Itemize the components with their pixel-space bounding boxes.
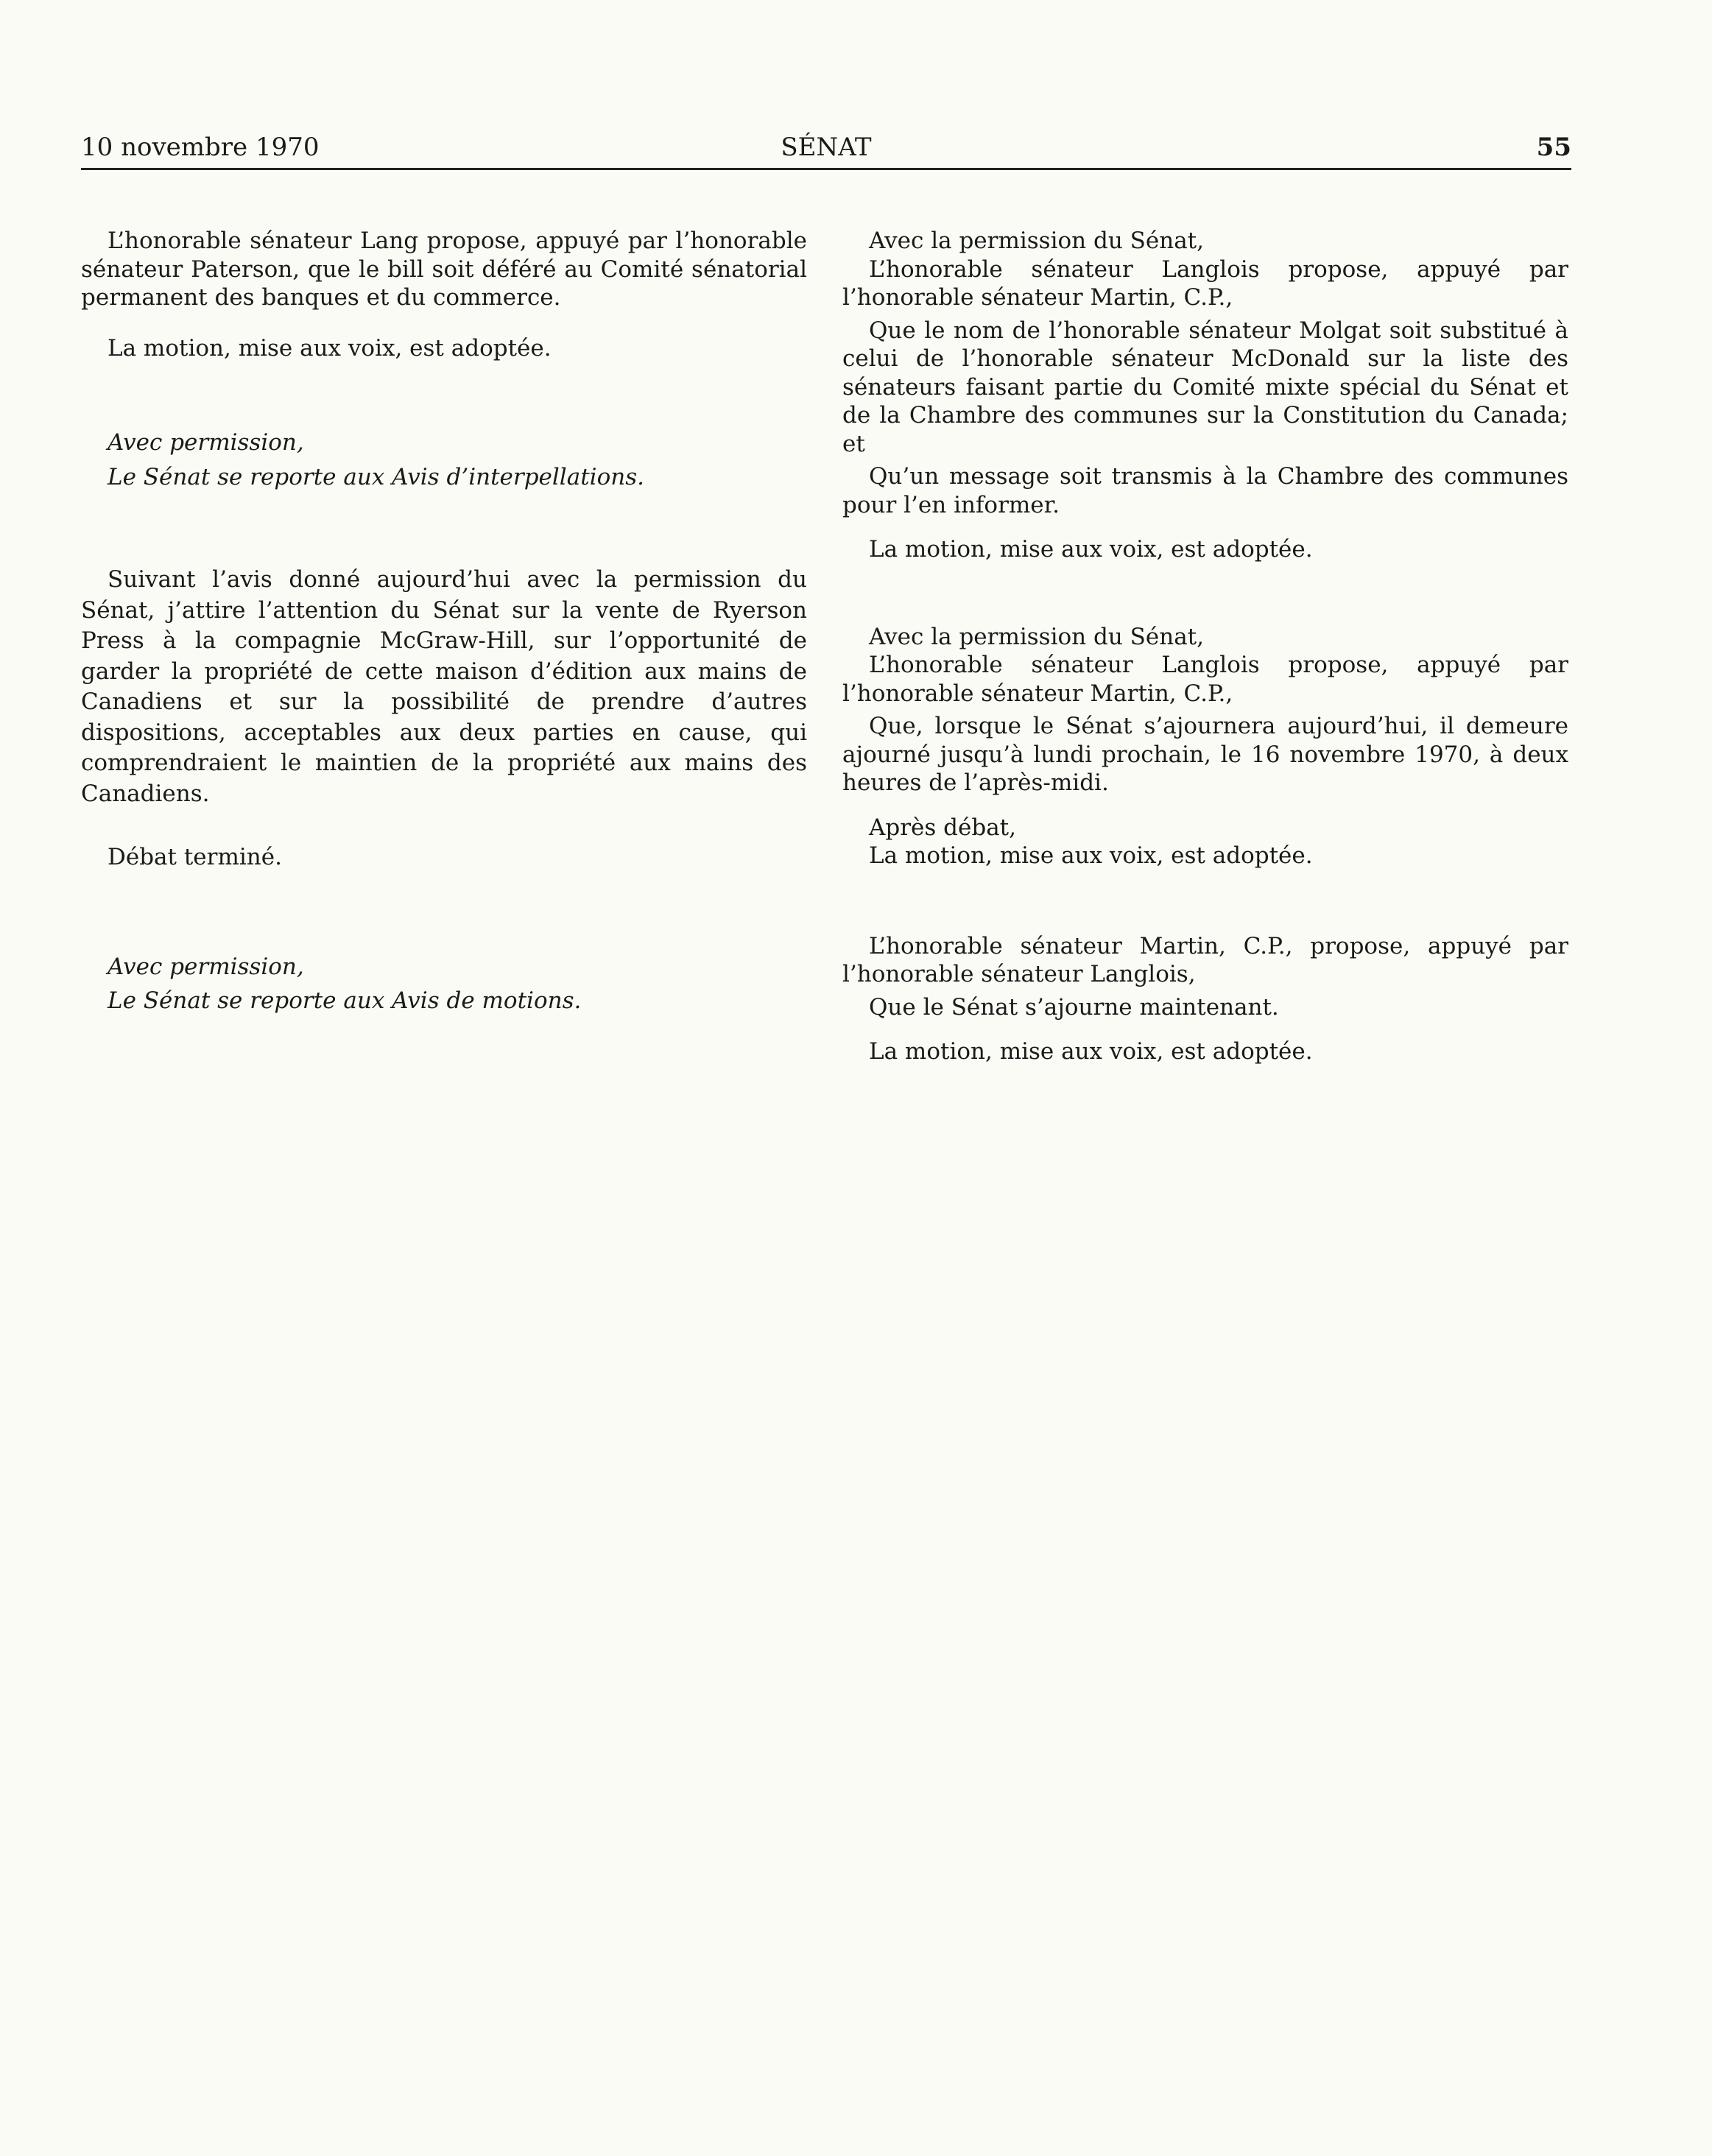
paragraph-motion-adopted: La motion, mise aux voix, est adoptée.: [869, 536, 1313, 563]
left-column: [81, 227, 807, 1015]
paragraph-debat-termine: Débat terminé.: [108, 844, 282, 870]
paragraph-motion-adopted: La motion, mise aux voix, est adoptée.: [108, 334, 552, 362]
paragraph-avis-interpellations: Le Sénat se reporte aux Avis d’interpellations.: [108, 463, 644, 490]
paragraph-avec-permission-2: Avec permission,: [108, 953, 304, 980]
paragraph-lang-motion: L’honorable sénateur Lang propose, appuyé par l’honorable sénateur Paterson, que le bill soit déféré au Comité sénatorial permanent des banques et du commerce.: [81, 228, 807, 311]
page-header: [81, 131, 1571, 170]
paragraph-ryerson-press: Suivant l’avis donné aujourd’hui avec la permission du Sénat, j’attire l’attention du Sénat sur la vente de Ryerson Press à la compagnie McGraw-Hill, sur l’opportunité de garder la propriété de cette maison d’édition aux mains de Canadiens et sur la possibilité de prendre d’autres dispositions, acceptables aux deux parties en cause, qui comprendraient le maintien de la propriété aux mains des Canadiens.: [81, 566, 807, 807]
paragraph-motion-adopted-3: La motion, mise aux voix, est adoptée.: [869, 1038, 1313, 1065]
paragraph-avec-permission: Avec permission,: [108, 429, 304, 456]
right-column: [842, 227, 1568, 1066]
paragraph-molgat-substitution: Que le nom de l’honorable sénateur Molgat soit substitué à celui de l’honorable sénateur McDonald sur la liste des sénateurs faisant partie du Comité mixte spécial du Sénat et de la Chambre des communes sur la Constitution du Canada; et: [842, 317, 1568, 457]
paragraph-avec-la-permission-2: Avec la permission du Sénat,: [869, 623, 1204, 650]
paragraph-martin-motion: L’honorable sénateur Martin, C.P., propose, appuyé par l’honorable sénateur Langlois,: [842, 932, 1568, 987]
page-number: 55: [1536, 133, 1571, 162]
paragraph-avec-la-permission: Avec la permission du Sénat,: [869, 228, 1204, 254]
paragraph-langlois-motion-2: L’honorable sénateur Langlois propose, appuyé par l’honorable sénateur Martin, C.P.,: [842, 652, 1568, 707]
paragraph-adjourn-now: Que le Sénat s’ajourne maintenant.: [869, 993, 1279, 1021]
paragraph-apres-debat: Après débat,: [869, 814, 1016, 841]
page-title: SÉNAT: [781, 133, 872, 162]
paragraph-motion-adopted-2: La motion, mise aux voix, est adoptée.: [869, 842, 1313, 869]
paragraph-adjournment-monday: Que, lorsque le Sénat s’ajournera aujourd’hui, il demeure ajourné jusqu’à lundi prochain, le 16 novembre 1970, à deux heures de l’après-midi.: [842, 713, 1568, 796]
header-date: 10 novembre 1970: [81, 133, 320, 162]
paragraph-avis-motions: Le Sénat se reporte aux Avis de motions.: [108, 987, 582, 1014]
paragraph-message-chambre: Qu’un message soit transmis à la Chambre des communes pour l’en informer.: [842, 463, 1568, 518]
paragraph-langlois-motion: L’honorable sénateur Langlois propose, appuyé par l’honorable sénateur Martin, C.P.,: [842, 256, 1568, 311]
